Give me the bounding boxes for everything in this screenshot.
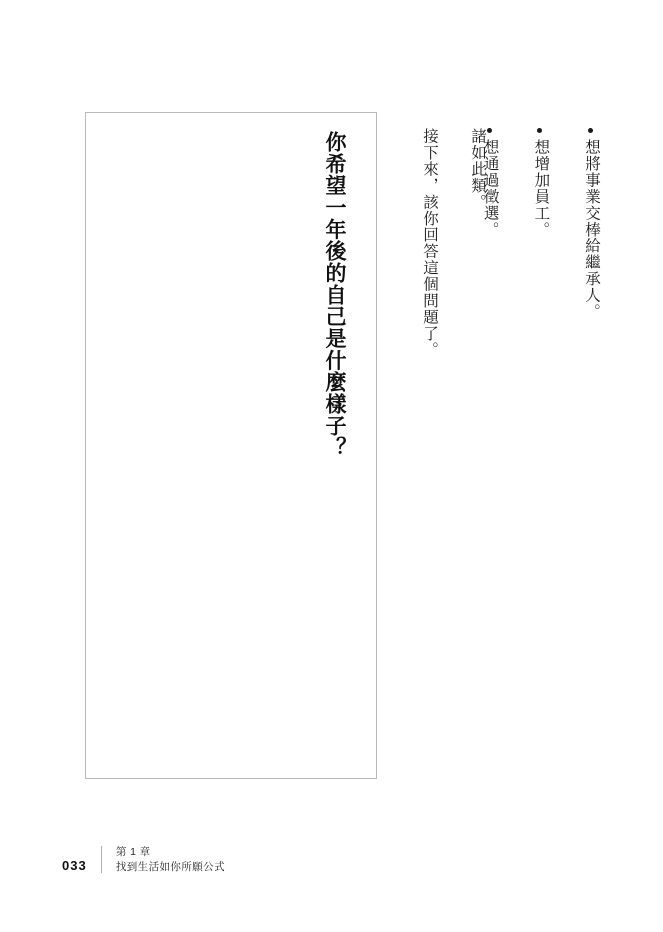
footer-text-block xyxy=(116,846,225,874)
page-footer xyxy=(62,846,225,874)
page-number: 033 xyxy=(62,858,87,873)
chapter-title: 找到生活如你所願公式 xyxy=(115,861,226,874)
list-item xyxy=(576,128,605,428)
callout-title: 你希望一年後的自己是什麼樣子？ xyxy=(323,131,347,459)
footer-divider xyxy=(101,846,102,873)
body-paragraph-1: 諸如此類。 xyxy=(469,128,486,211)
bullet-dot-icon xyxy=(588,128,593,133)
callout-box xyxy=(85,112,377,779)
list-item-label: 想增加員工。 xyxy=(532,139,550,238)
chapter-label: 第 1 章 xyxy=(115,845,151,858)
list-item xyxy=(526,128,555,428)
list-item-label: 想通過徵選。 xyxy=(481,139,499,238)
bullet-dot-icon xyxy=(537,128,542,133)
body-paragraph-2: 接下來，該你回答這個問題了。 xyxy=(421,128,438,359)
list-item-label: 想將事業交棒給繼承人。 xyxy=(583,139,600,320)
